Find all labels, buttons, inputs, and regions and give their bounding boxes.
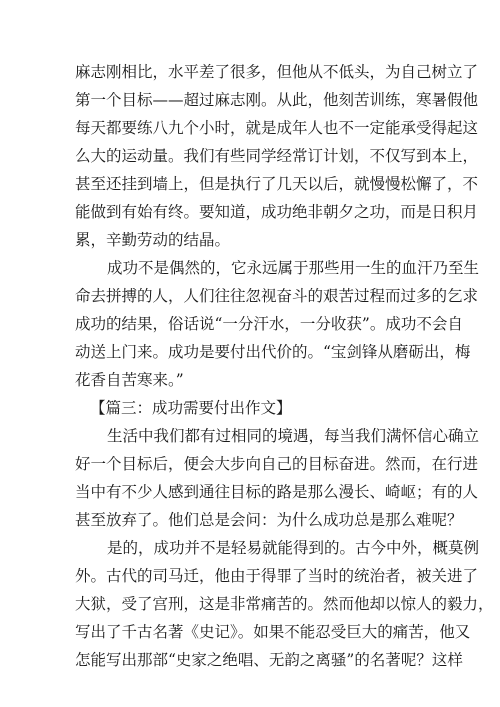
text-line: 甚至还挂到墙上，但是执行了几天以后，就慢慢松懈了，不 xyxy=(75,175,479,193)
text-line: 是的，成功并不是轻易就能得到的。古今中外，概莫例 xyxy=(107,539,480,557)
text-line: 麻志刚相比，水平差了很多，但他从不低头，为自己树立了 xyxy=(75,63,479,81)
text-line: 怎能写出那部“史家之绝唱、无韵之离骚”的名著呢？这样 xyxy=(75,651,463,669)
text-line: 能做到有始有终。要知道，成功绝非朝夕之功，而是日积月 xyxy=(75,203,479,221)
section-heading: 【篇三：成功需要付出作文】 xyxy=(90,399,292,417)
text-line: 累，辛勤劳动的结晶。 xyxy=(75,231,231,249)
text-line: 成功的结果，俗话说“一分汗水，一分收获”。成功不会自 xyxy=(75,315,463,333)
text-line: 写出了千古名著《史记》。如果不能忍受巨大的痛苦，他又 xyxy=(75,623,471,641)
text-line: 好一个目标后，便会大步向自己的目标奋进。然而，在行进 xyxy=(75,455,479,473)
text-line: 甚至放弃了。他们总是会问：为什么成功总是那么难呢？ xyxy=(75,511,463,529)
text-line: 生活中我们都有过相同的境遇，每当我们满怀信心确立 xyxy=(107,427,480,445)
text-line: 动送上门来。成功是要付出代价的。“宝剑锋从磨砺出，梅 xyxy=(75,343,471,361)
text-line: 命去拼搏的人，人们往往忽视奋斗的艰苦过程而过多的乞求 xyxy=(75,287,479,305)
text-line: 每天都要练八九个小时，就是成年人也不一定能承受得起这 xyxy=(75,119,479,137)
text-line: 第一个目标——超过麻志刚。从此，他刻苦训练，寒暑假他 xyxy=(75,91,479,109)
text-line: 外。古代的司马迁，他由于得罪了当时的统治者，被关进了 xyxy=(75,567,479,585)
text-line: 花香自苦寒来。” xyxy=(75,371,184,389)
text-line: 成功不是偶然的，它永远属于那些用一生的血汗乃至生 xyxy=(107,259,480,277)
text-line: 大狱，受了宫刑，这是非常痛苦的。然而他却以惊人的毅力， xyxy=(75,595,494,613)
text-line: 当中有不少人感到通往目标的路是那么漫长、崎岖；有的人 xyxy=(75,483,479,501)
text-line: 么大的运动量。我们有些同学经常订计划，不仅写到本上， xyxy=(75,147,479,165)
